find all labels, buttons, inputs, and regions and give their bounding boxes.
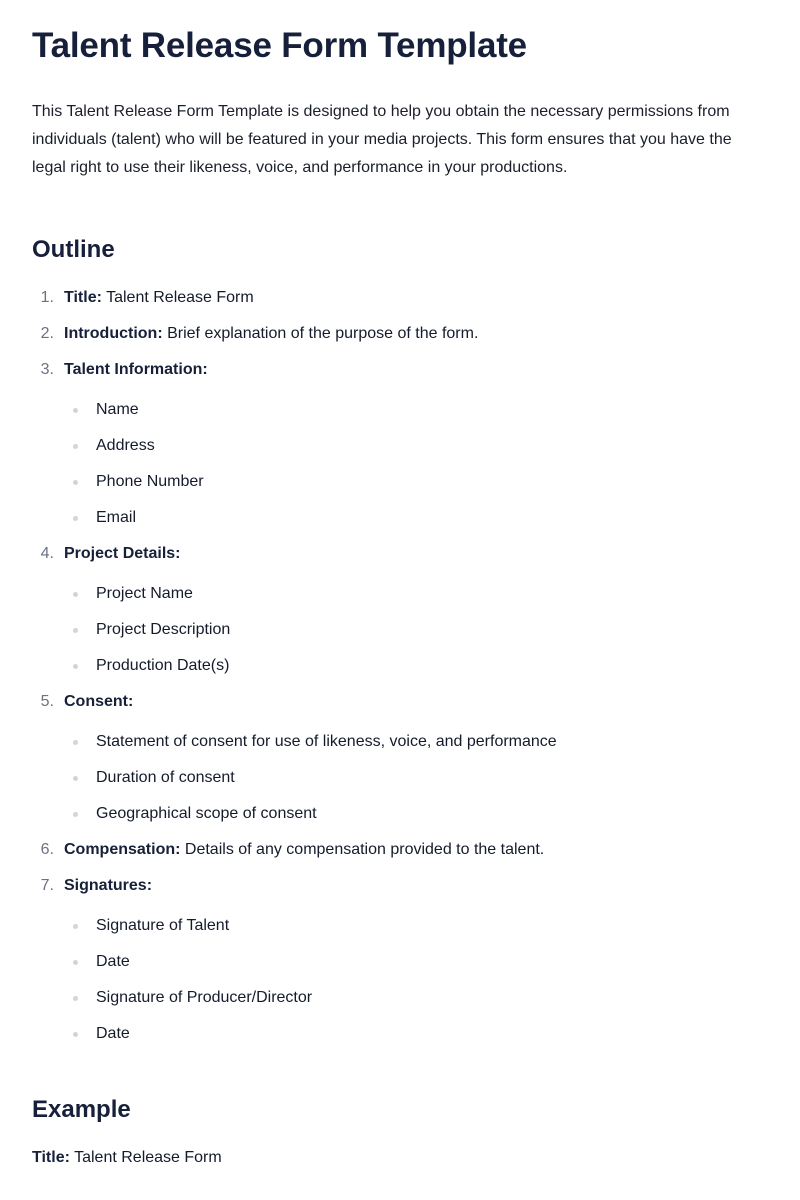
outline-subitem-text: Name bbox=[96, 401, 139, 418]
outline-list bbox=[32, 286, 768, 1046]
outline-item-number: 1. bbox=[40, 289, 54, 306]
bullet-icon bbox=[73, 924, 78, 929]
bullet-icon bbox=[73, 408, 78, 413]
outline-subitem bbox=[64, 434, 768, 458]
bullet-icon bbox=[73, 516, 78, 521]
outline-sublist bbox=[64, 582, 768, 678]
outline-subitem-text: Date bbox=[96, 1025, 130, 1042]
outline-item-text: Brief explanation of the purpose of the form. bbox=[167, 325, 479, 342]
outline-subitem-text: Project Description bbox=[96, 621, 231, 638]
outline-item bbox=[32, 358, 768, 530]
bullet-icon bbox=[73, 444, 78, 449]
example-heading: Example bbox=[32, 1096, 131, 1123]
outline-sublist bbox=[64, 730, 768, 826]
outline-subitem bbox=[64, 802, 768, 826]
bullet-icon bbox=[73, 960, 78, 965]
bullet-icon bbox=[73, 996, 78, 1001]
page-title: Talent Release Form Template bbox=[32, 26, 527, 65]
outline-sublist bbox=[64, 914, 768, 1046]
outline-heading: Outline bbox=[32, 236, 115, 263]
outline-item-label: Signatures: bbox=[64, 877, 153, 894]
outline-item-label: Talent Information: bbox=[64, 361, 208, 378]
outline-subitem bbox=[64, 582, 768, 606]
intro-paragraph: This Talent Release Form Template is designed to help you obtain the necessary permissions from individuals (talent) who will be featured in your media projects. This form ensures that you have the legal right to use their likeness, voice, and performance in your productions. bbox=[32, 103, 732, 176]
outline-item bbox=[32, 322, 768, 346]
bullet-icon bbox=[73, 592, 78, 597]
outline-item bbox=[32, 690, 768, 826]
outline-item bbox=[32, 838, 768, 862]
outline-subitem-text: Project Name bbox=[96, 585, 193, 602]
outline-item-label: Consent: bbox=[64, 693, 134, 710]
outline-subitem bbox=[64, 986, 768, 1010]
outline-subitem bbox=[64, 506, 768, 530]
bullet-icon bbox=[73, 480, 78, 485]
outline-item-text: Talent Release Form bbox=[106, 289, 254, 306]
outline-subitem bbox=[64, 914, 768, 938]
outline-subitem bbox=[64, 618, 768, 642]
outline-subitem-text: Statement of consent for use of likeness, voice, and performance bbox=[96, 733, 557, 750]
bullet-icon bbox=[73, 776, 78, 781]
outline-item-label: Title: bbox=[64, 289, 102, 306]
example-title-label: Title: bbox=[32, 1149, 70, 1166]
outline-subitem bbox=[64, 470, 768, 494]
example-title-value: Talent Release Form bbox=[74, 1149, 222, 1166]
outline-subitem-text: Production Date(s) bbox=[96, 657, 230, 674]
outline-item-number: 3. bbox=[40, 361, 54, 378]
outline-item bbox=[32, 542, 768, 678]
bullet-icon bbox=[73, 664, 78, 669]
outline-subitem-text: Duration of consent bbox=[96, 769, 235, 786]
outline-sublist bbox=[64, 398, 768, 530]
outline-item-number: 6. bbox=[40, 841, 54, 858]
outline-item bbox=[32, 874, 768, 1046]
outline-subitem bbox=[64, 654, 768, 678]
outline-subitem-text: Signature of Producer/Director bbox=[96, 989, 313, 1006]
outline-item-number: 4. bbox=[40, 545, 54, 562]
outline-item-number: 7. bbox=[40, 877, 54, 894]
bullet-icon bbox=[73, 1032, 78, 1037]
outline-item-label: Project Details: bbox=[64, 545, 181, 562]
outline-item bbox=[32, 286, 768, 310]
outline-item-text: Details of any compensation provided to the talent. bbox=[184, 841, 545, 858]
outline-subitem-text: Phone Number bbox=[96, 473, 204, 490]
bullet-icon bbox=[73, 812, 78, 817]
outline-subitem-text: Address bbox=[96, 437, 155, 454]
outline-subitem bbox=[64, 398, 768, 422]
outline-item-number: 2. bbox=[40, 325, 54, 342]
outline-item-number: 5. bbox=[40, 693, 54, 710]
outline-subitem bbox=[64, 730, 768, 754]
outline-subitem bbox=[64, 950, 768, 974]
example-title-line bbox=[32, 1146, 768, 1170]
outline-subitem-text: Date bbox=[96, 953, 130, 970]
outline-subitem bbox=[64, 766, 768, 790]
outline-subitem-text: Email bbox=[96, 509, 137, 526]
outline-item-label: Introduction: bbox=[64, 325, 163, 342]
bullet-icon bbox=[73, 740, 78, 745]
outline-subitem-text: Signature of Talent bbox=[96, 917, 230, 934]
outline-item-label: Compensation: bbox=[64, 841, 181, 858]
bullet-icon bbox=[73, 628, 78, 633]
outline-subitem-text: Geographical scope of consent bbox=[96, 805, 317, 822]
outline-subitem bbox=[64, 1022, 768, 1046]
